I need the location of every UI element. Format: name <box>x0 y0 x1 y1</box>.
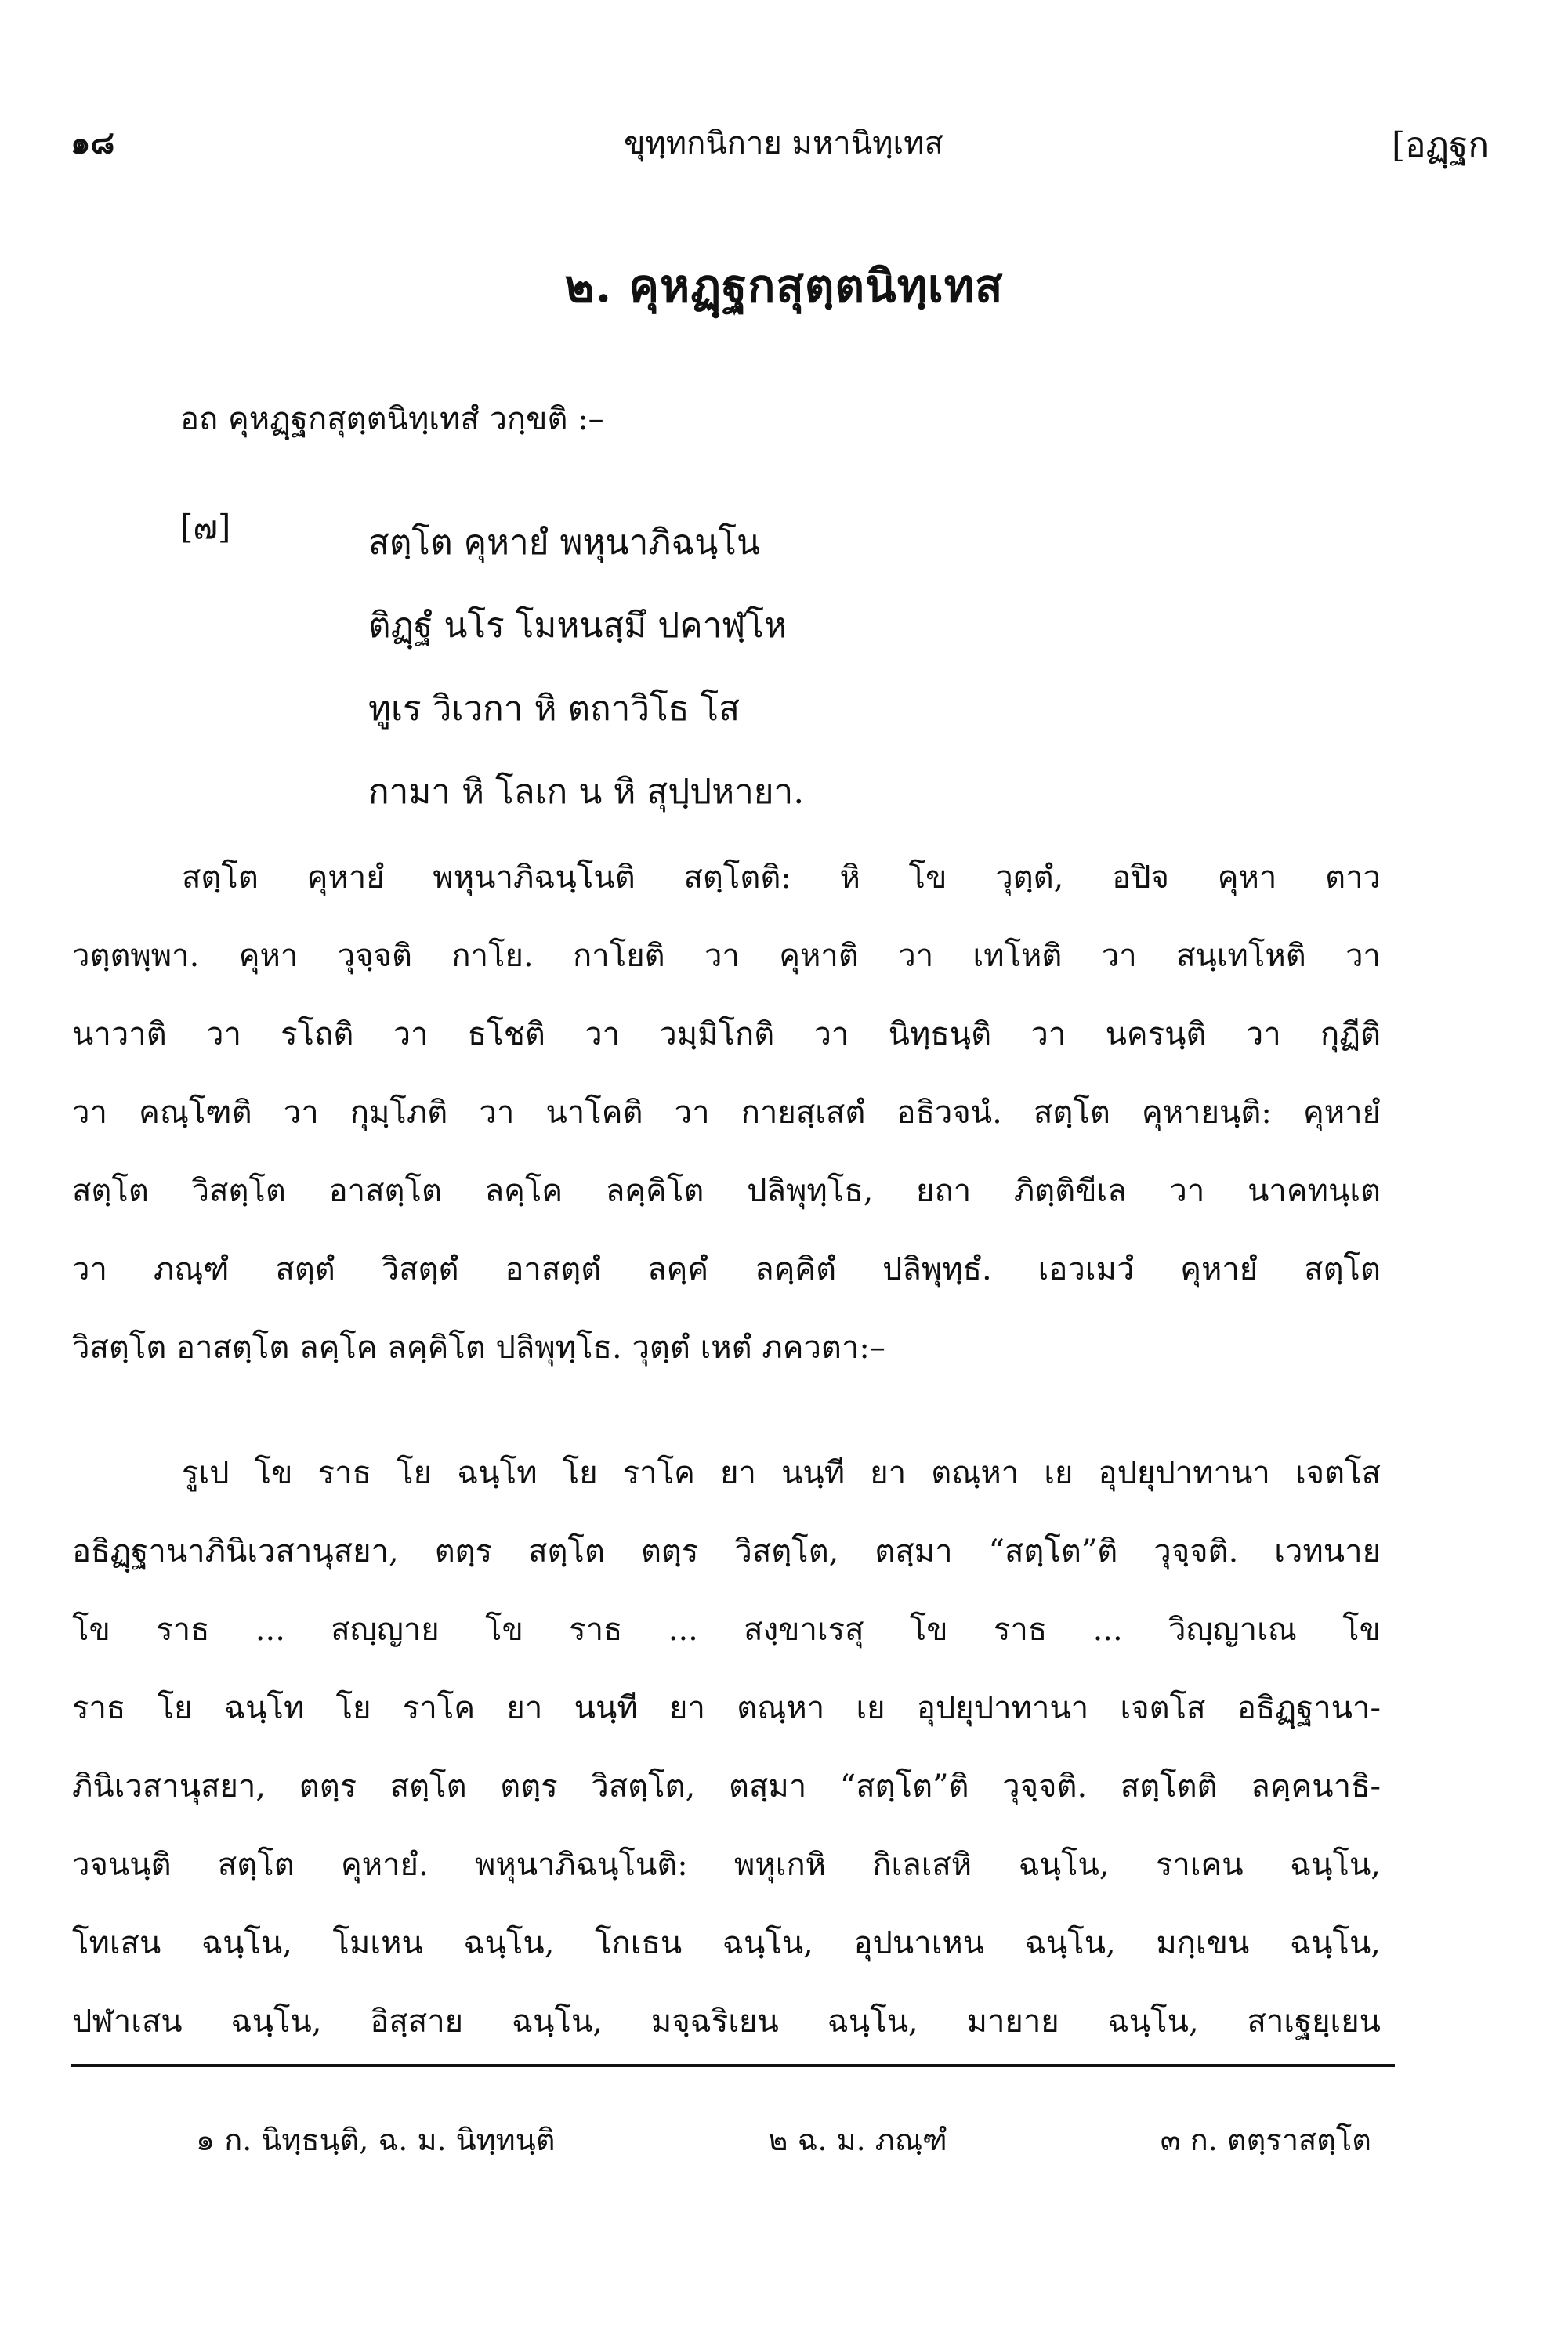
running-header <box>71 118 1497 172</box>
footnote: ๓ ก. ตตฺราสตฺโต <box>1160 2123 1371 2157</box>
commentary-paragraph-2 <box>72 1434 1381 2061</box>
footnote-divider <box>71 2064 1395 2067</box>
page-number: ๑๘ <box>71 125 115 161</box>
verse-line: ทูเร วิเวกา หิ ตถาวิโธ โส <box>368 689 741 729</box>
verse-line: สตฺโต คุหายํ พหุนาภิฉนฺโน <box>368 523 761 563</box>
paragraph-line: รูเป โข ราธ โย ฉนฺโท โย ราโค ยา นนฺที ยา ตณฺหา เย อุปยุปาทานา เจตโส <box>182 1455 1381 1491</box>
footnote: ๑ ก. นิทฺธนฺติ, ฉ. ม. นิทฺทนฺติ <box>196 2123 556 2157</box>
commentary-paragraph-1 <box>72 838 1381 1387</box>
paragraph-line: โทเสน ฉนฺโน, โมเหน ฉนฺโน, โกเธน ฉนฺโน, อุปนาเหน ฉนฺโน, มกฺเขน ฉนฺโน, <box>72 1925 1381 1961</box>
paragraph-line: นาวาติ วา รโถติ วา ธโชติ วา วมฺมิโกติ วา นิทฺธนฺติ วา นครนฺติ วา กุฏีติ <box>72 1016 1381 1052</box>
paragraph-line: ราธ โย ฉนฺโท โย ราโค ยา นนฺที ยา ตณฺหา เย อุปยุปาทานา เจตโส อธิฏฺฐานา- <box>72 1690 1381 1726</box>
paragraph-line: สตฺโต วิสตฺโต อาสตฺโต ลคฺโค ลคฺคิโต ปลิพุทฺโธ, ยถา ภิตฺติขีเล วา นาคทนฺเต <box>72 1173 1381 1209</box>
paragraph-line: วจนนฺติ สตฺโต คุหายํ. พหุนาภิฉนฺโนติ: พหุเกหิ กิเลเสหิ ฉนฺโน, ราเคน ฉนฺโน, <box>72 1847 1381 1883</box>
paragraph-line: สตฺโต คุหายํ พหุนาภิฉนฺโนติ สตฺโตติ: หิ โข วุตฺตํ, อปิจ คุหา ตาว <box>182 860 1381 896</box>
intro-line: อถ คุหฏฺฐกสุตฺตนิทฺเทสํ วกฺขติ :– <box>180 401 604 437</box>
verse-line: กามา หิ โลเก น หิ สุปฺปหายา. <box>368 772 805 812</box>
paragraph-line: วา ภณฺฑํ สตฺตํ วิสตฺตํ อาสตฺตํ ลคฺคํ ลคฺคิตํ ปลิพุทฺธํ. เอวเมวํ คุหายํ สตฺโต <box>72 1251 1381 1287</box>
verse-number: [๗] <box>180 508 231 546</box>
verse-line: ติฏฺฐํ นโร โมหนสฺมึ ปคาฬฺโห <box>368 606 788 646</box>
paragraph-line: อธิฏฺฐานาภินิเวสานุสยา, ตตฺร สตฺโต ตตฺร วิสตฺโต, ตสฺมา “สตฺโต”ติ วุจฺจติ. เวทนาย <box>72 1533 1381 1569</box>
verse-block <box>368 501 804 834</box>
paragraph-line: วิสตฺโต อาสตฺโต ลคฺโค ลคฺคิโต ปลิพุทฺโธ. วุตฺตํ เหตํ ภควตา:– <box>72 1330 885 1366</box>
section-marker: [อฏฺฐก <box>1391 125 1489 165</box>
chapter-title: ๒. คุหฏฺฐกสุตฺตนิทฺเทส <box>564 259 1004 313</box>
footnotes <box>196 2116 1371 2163</box>
paragraph-line: วา คณฺโฑติ วา กุมฺโภติ วา นาโคติ วา กายสฺเสตํ อธิวจนํ. สตฺโต คุหายนฺติ: คุหายํ <box>72 1095 1381 1131</box>
book-title: ขุทฺทกนิกาย มหานิทฺเทส <box>624 125 943 161</box>
paragraph-line: ภินิเวสานุสยา, ตตฺร สตฺโต ตตฺร วิสตฺโต, ตสฺมา “สตฺโต”ติ วุจฺจติ. สตฺโตติ ลคฺคนาธิ- <box>72 1769 1381 1805</box>
paragraph-line: ปฬาเสน ฉนฺโน, อิสฺสาย ฉนฺโน, มจฺฉริเยน ฉนฺโน, มายาย ฉนฺโน, สาเฐยฺเยน <box>72 2004 1381 2040</box>
paragraph-line: วตฺตพฺพา. คุหา วุจฺจติ กาโย. กาโยติ วา คุหาติ วา เทโหติ วา สนฺเทโหติ วา <box>72 938 1381 974</box>
paragraph-line: โข ราธ ... สญฺญาย โข ราธ ... สงฺขาเรสุ โข ราธ ... วิญฺญาเณ โข <box>72 1612 1381 1648</box>
footnote: ๒ ฉ. ม. ภณฺฑํ <box>768 2123 947 2157</box>
